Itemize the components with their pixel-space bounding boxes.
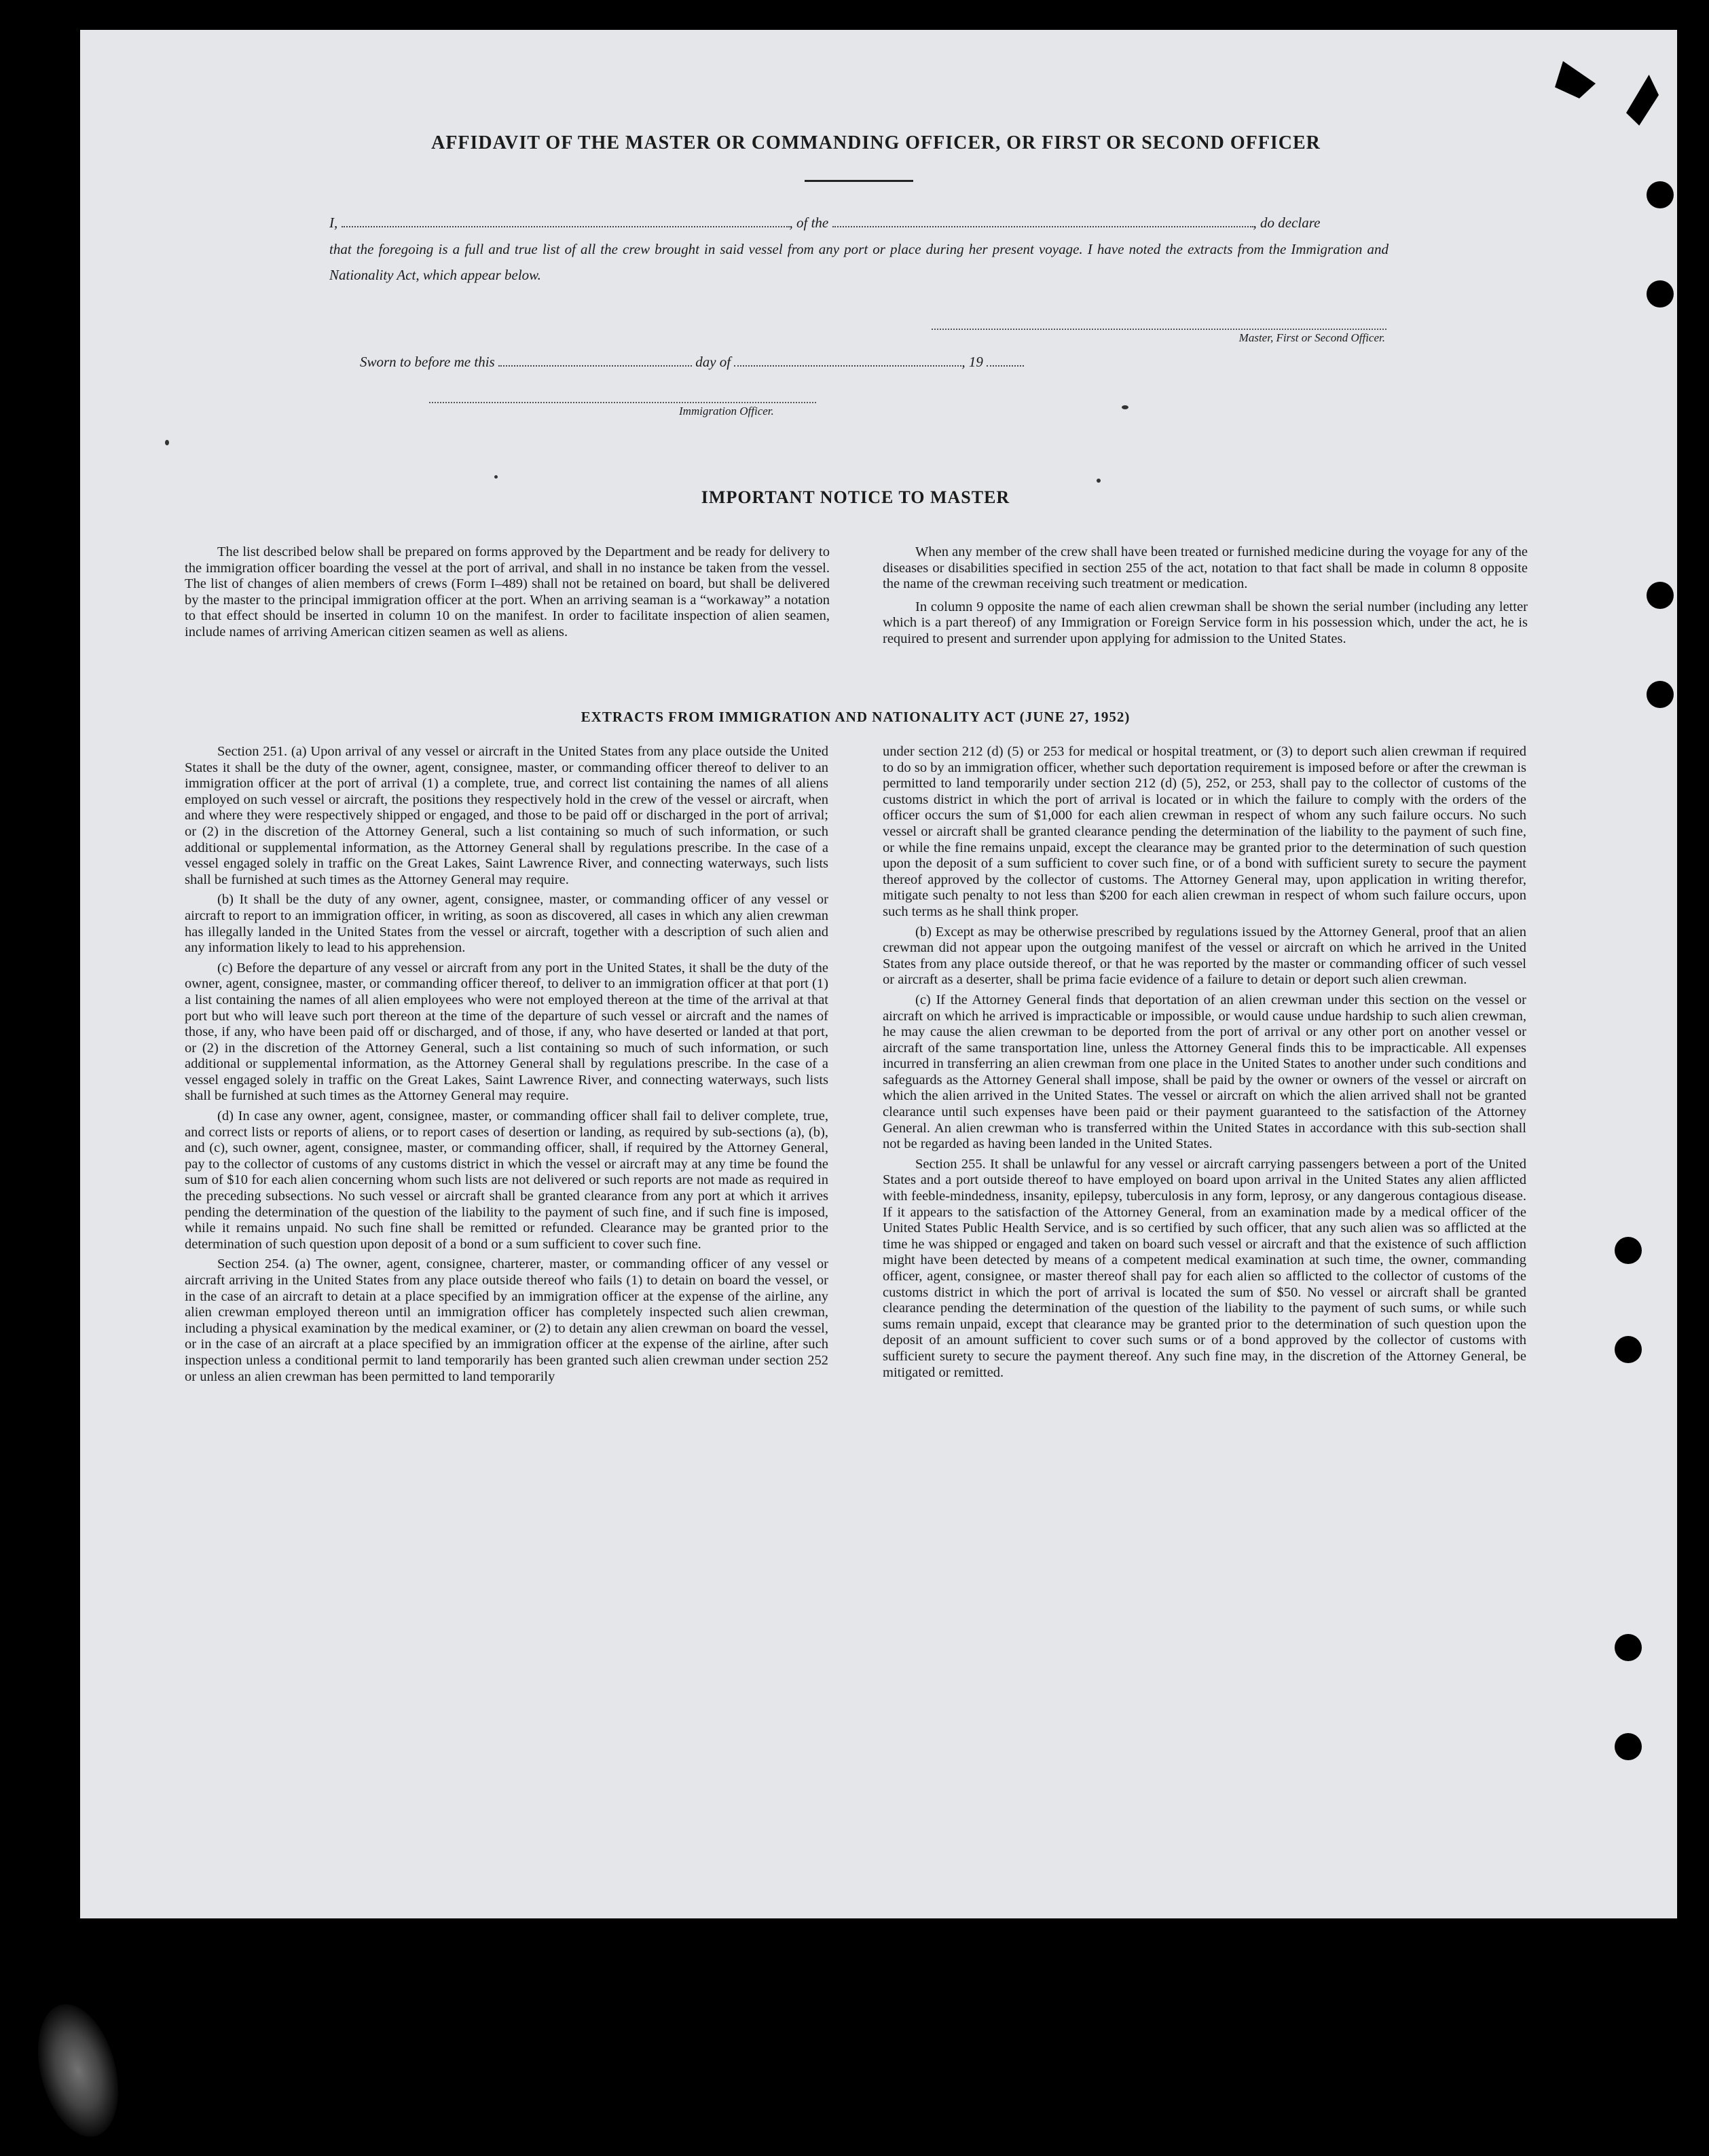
sworn-year: , 19 [961, 354, 983, 370]
section-255: Section 255. It shall be unlawful for any vessel or aircraft carrying passengers between a port of the United States and a port outside thereof to have employed on board upon arrival in the United States any alien afflicted with feeble-mindedness, insanity, epilepsy, tuberculosis in any form, leprosy, or any dangerous contagious disease. If it appears to the satisfaction of the Attorney General, from an examination made by a medical officer of the United States Public Health Service, and is so certified by such officer, that any such alien was so afflicted at the time he was shipped or engaged and taken on board such vessel or aircraft and that the existence of such affliction might have been detected by means of a competent medical examination at such time, the owner, commanding officer, agent, consignee, or master thereof shall pay for each alien so afflicted to the collector of customs of the customs district in which the port of arrival is located the sum of $50. No vessel or aircraft shall be granted clearance pending the determination of the question of the liability to the payment of such sums, or while such sums remain unpaid, except that clearance may be granted prior to the determination of such question upon the deposit of an amount sufficient to cover such sums or of a bond approved by the collector of customs with sufficient surety to secure the payment thereof. Any such fine may, in the discretion of the Attorney General, be mitigated or remitted. [883, 1156, 1526, 1380]
declaration-do-declare: , do declare [1253, 215, 1321, 231]
title-underline [805, 180, 913, 182]
section-251-c: (c) Before the departure of any vessel or aircraft from any port in the United States, it shall be the duty of the owner, agent, consignee, master, or commanding officer thereof, to deliver to an immigration officer at that port (1) a list containing the names of all alien employees who were not employed thereon at the time of the arrival at that port but who will leave such port thereon at the time of the departure of such vessel or aircraft and the names of those, if any, who have been paid off or discharged, and of those, if any, who have deserted or landed at that port, or (2) in the discretion of the Attorney General, such a list containing so much of such information, or such additional or supplemental information, as the Attorney General shall by regulations prescribe. In the case of a vessel engaged solely in traffic on the Great Lakes, Saint Lawrence River, and connecting waterways, such lists shall be furnished at such times as the Attorney General may require. [185, 960, 828, 1104]
scan-speck [1097, 479, 1101, 483]
declaration-block [329, 209, 1389, 288]
declaration-i: I, [329, 215, 338, 231]
affidavit-title: AFFIDAVIT OF THE MASTER OR COMMANDING OFFICER, OR FIRST OR SECOND OFFICER [431, 132, 1321, 153]
declaration-of-the: , of the [789, 215, 829, 231]
section-251-d: (d) In case any owner, agent, consignee, master, or commanding officer shall fail to deliver complete, true, and correct lists or reports of aliens, or to report cases of desertion or landing, as required by sub-sections (a), (b), and (c), such owner, agent, consignee, master, or commanding officer, shall, if required by the Attorney General, pay to the collector of customs of any customs district in which the vessel or aircraft may at any time be found the sum of $10 for each alien concerning whom such lists are not delivered or such reports are not made as required in the preceding subsections. No such vessel or aircraft shall be granted clearance from any port at which it arrives pending the determination of the question of the liability to the payment of such fine, and if such fine is imposed, while it remains unpaid. No such fine shall be remitted or refunded. Clearance may be granted prior to the determination of such question upon deposit of a bond or a sum sufficient to cover such fine. [185, 1109, 828, 1252]
section-254-c: (c) If the Attorney General finds that deportation of an alien crewman under this section on the vessel or aircraft on which he arrived is impracticable or impossible, or would cause undue hardship to such alien crewman, he may cause the alien crewman to be deported from the port of arrival or any other port on another vessel or aircraft of the same transportation line, unless the Attorney General finds this to be impracticable. All expenses incurred in transferring an alien crewman from one place in the United States to another under such conditions and safeguards as the Attorney General shall impose, shall be paid by the owner or owners of the vessel or aircraft on which the alien arrived in the United States. The vessel or aircraft on which the alien arrived shall not be granted clearance until such expenses have been paid or their payment guaranteed to the satisfaction of the Attorney General. An alien crewman who is transferred within the United States in accordance with this sub-section shall not be regarded as having been landed in the United States. [883, 992, 1526, 1152]
act-left-column [185, 744, 828, 1389]
sworn-line [360, 350, 1024, 371]
binder-hole [1647, 280, 1674, 308]
sworn-day-of: day of [695, 354, 731, 370]
binder-hole [1615, 1634, 1642, 1661]
declaration-body: that the foregoing is a full and true list of all the crew brought in said vessel from any port or place during her present voyage. I have noted the extracts from the Immigration and Nationality Act, which appear below. [329, 241, 1389, 283]
binder-hole [1615, 1733, 1642, 1760]
section-254-b: (b) Except as may be otherwise prescribed by regulations issued by the Attorney General, proof that an alien crewman did not appear upon the outgoing manifest of the vessel or aircraft on which he arrived in the United States from any place outside thereof, or that he was reported by the master or commanding officer of such vessel or aircraft as a deserter, shall be prima facie evidence of a failure to detain or deport such alien crewman. [883, 924, 1526, 988]
sworn-year-fill [987, 350, 1024, 367]
name-fill-line [342, 211, 790, 227]
vessel-fill-line [832, 211, 1253, 227]
officer-signature-line [429, 401, 816, 403]
scan-speck [165, 440, 169, 445]
notice-right-paragraph-2: In column 9 opposite the name of each alien crewman shall be shown the serial number (including any letter which is a part thereof) of any Immigration or Foreign Service form in his possession which, under the act, he is required to present and surrender upon applying for admission to the United States. [883, 599, 1528, 646]
section-254-a: Section 254. (a) The owner, agent, consignee, charterer, master, or commanding officer of any vessel or aircraft arriving in the United States from any place outside thereof who fails (1) to detain on board the vessel, or in the case of an aircraft to detain at a place specified by an immigration officer at the expense of the airline, any alien crewman employed thereon until an immigration officer has completely inspected such alien crewman, including a physical examination by the medical examiner, or (2) to detain any alien crewman on board the vessel, or in the case of an aircraft at a place specified by an immigration officer at the expense of the airline, after such inspection unless a conditional permit to land temporarily has been granted such alien crewman under section 252 or unless an alien crewman has been permitted to land temporarily [185, 1257, 828, 1384]
section-254-a-cont: under section 212 (d) (5) or 253 for medical or hospital treatment, or (3) to deport such alien crewman if required to do so by an immigration officer, whether such deportation requirement is imposed before or after the crewman is permitted to land temporarily under section 212 (d) (5), 252, or 253, shall pay to the collector of customs of the customs district in which the port of arrival is located or in which the failure to comply with the orders of the officer occurs the sum of $1,000 for each alien crewman in respect of whom any such failure occurs. No such vessel or aircraft shall be granted clearance pending the determination of the liability to the payment of such fine, or while the fine remains unpaid, except the clearance may be granted prior to the determination of such question upon the deposit of a sum sufficient to cover such fine, or of a bond with sufficient surety to secure the payment thereof approved by the collector of customs. The Attorney General may, upon application in writing therefor, mitigate such penalty to not less than $200 for each alien crewman in respect of whom such failure occurs, upon such terms as he shall think proper. [883, 744, 1526, 919]
master-signature-label: Master, First or Second Officer. [1238, 331, 1385, 344]
act-extracts-title: EXTRACTS FROM IMMIGRATION AND NATIONALITY ACT (JUNE 27, 1952) [581, 709, 1131, 725]
notice-right-paragraph-1: When any member of the crew shall have been treated or furnished medicine during the voyage for any of the diseases or disabilities specified in section 255 of the act, notation to that fact shall be made in column 8 opposite the name of the crewman receiving such treatment or medication. [883, 544, 1528, 592]
binder-hole [1647, 582, 1674, 609]
sworn-prefix: Sworn to before me this [360, 354, 495, 370]
notice-left-column [185, 544, 830, 645]
scan-speck [494, 475, 498, 479]
scan-smudge [24, 1995, 132, 2146]
master-signature-line [932, 327, 1386, 330]
notice-left-paragraph: The list described below shall be prepared on forms approved by the Department and be ready for delivery to the immigration officer boarding the vessel at the port of arrival, and shall in no instance be taken from the vessel. The list of changes of alien members of crews (Form I–489) shall not be retained on board, but shall be delivered by the master to the principal immigration officer at the port. When an arriving seaman is a “workaway” a notation to that effect should be inserted in column 10 on the manifest. In order to facilitate inspection of alien seamen, include names of arriving American citizen seamen as well as aliens. [185, 544, 830, 639]
binder-hole [1615, 1237, 1642, 1264]
scan-speck [1122, 405, 1128, 409]
notice-title: IMPORTANT NOTICE TO MASTER [701, 487, 1010, 507]
section-251-b: (b) It shall be the duty of any owner, agent, consignee, master, or commanding officer of any vessel or aircraft to report to an immigration officer, in writing, as soon as discovered, all cases in which any alien crewman has illegally landed in the United States from the vessel or aircraft, together with a description of such alien and any information likely to lead to his apprehension. [185, 892, 828, 956]
binder-hole [1647, 181, 1674, 208]
section-251-a: Section 251. (a) Upon arrival of any vessel or aircraft in the United States from any place outside the United States it shall be the duty of the owner, agent, consignee, master, or commanding officer thereof to deliver to an immigration officer at the port of arrival (1) a complete, true, and correct list containing the names of all aliens employed on such vessel or aircraft, the positions they respectively hold in the crew of the vessel or aircraft, when and where they were respectively shipped or engaged, and those to be paid off or discharged in the port of arrival; or (2) in the discretion of the Attorney General, such a list containing so much of such information, or such additional or supplemental information, as the Attorney General shall by regulations prescribe. In the case of a vessel engaged solely in traffic on the Great Lakes, Saint Lawrence River, and connecting waterways, such lists shall be furnished at such times as the Attorney General may require. [185, 744, 828, 887]
notice-right-column [883, 544, 1528, 652]
officer-signature-label: Immigration Officer. [679, 405, 774, 417]
act-right-column [883, 744, 1526, 1385]
sworn-month-fill [734, 350, 961, 367]
binder-hole [1647, 681, 1674, 708]
sworn-day-fill [498, 350, 692, 367]
binder-hole [1615, 1336, 1642, 1363]
